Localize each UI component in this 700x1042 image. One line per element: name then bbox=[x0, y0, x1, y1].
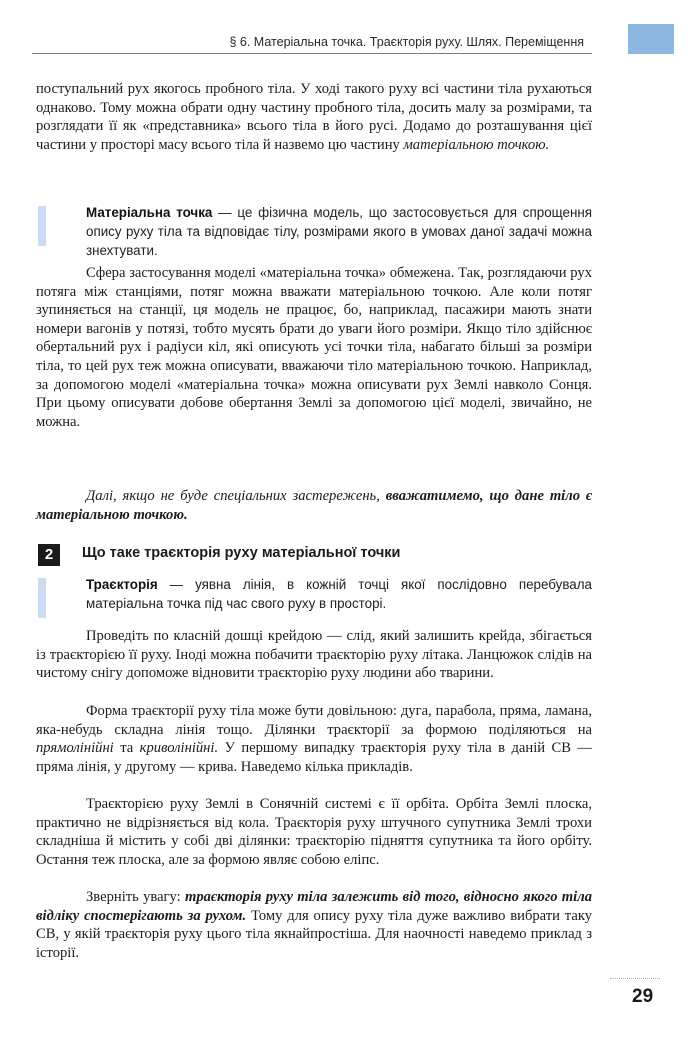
paragraph-3-italic: Далі, якщо не буде спеціальних застережень, bbox=[86, 488, 386, 504]
paragraph-4 bbox=[36, 627, 592, 683]
chapter-tab bbox=[628, 24, 674, 54]
paragraph-5-emphasis-1: прямолінійні bbox=[36, 740, 114, 757]
section-heading bbox=[38, 544, 598, 566]
paragraph-1-emphasis: матеріальною точкою. bbox=[403, 136, 550, 153]
section-title: Що таке траєкторія руху матеріальної точки bbox=[82, 545, 401, 561]
paragraph-3-emphasis: вважатимемо, що дане тіло є матеріальною точкою. bbox=[36, 488, 592, 523]
paragraph-4-text: Проведіть по класній дошці крейдою — слід, який залишить крейда, збігається із траєкторією її руху. Іноді можна побачити траєкторію руху літака. Ланцюжок слідів на чистому снігу допоможе відновити траєкторію руху людини або тварини. bbox=[36, 628, 592, 682]
paragraph-5-text-b: та bbox=[113, 740, 140, 757]
paragraph-3 bbox=[36, 487, 592, 524]
paragraph-5-text-c: У першому випадку траєкторія руху тіла в даній СВ — пряма лінія, у другому — крива. Наведемо кілька прикладів. bbox=[36, 740, 592, 775]
page-number: 29 bbox=[632, 986, 654, 1007]
definition-term-2: Траєкторія bbox=[86, 577, 158, 592]
paragraph-2 bbox=[36, 264, 592, 431]
paragraph-1 bbox=[36, 80, 592, 154]
definition-text: — це фізична модель, що застосовується для спрощення опису руху тіла та відповідає тілу, розмірами якого в умовах даної задачі можна знехтувати. bbox=[86, 205, 592, 258]
section-number: 2 bbox=[38, 544, 60, 566]
paragraph-2-text: Сфера застосування моделі «матеріальна точка» обмежена. Так, розглядаючи рух потяга між станціями, потяг можна вважати матеріальною точкою. Але коли потяг зупиняється на станції, ця модель не працює, бо, наприклад, пасажири мають знати номери вагонів у потязі, тобто мусять брати до уваги його розміри. Якщо тіло здійснює обертальний рух і радіуси кіл, які описують усі точки тіла, набагато більші за розміри тіла, то цей рух теж можна описувати, вважаючи тіло матеріальною точкою. Наприклад, за допомогою моделі «матеріальна точка» можна описувати рух Землі навколо Сонця. При цьому описувати добове обертання Землі за допомогою цієї моделі, звичайно, не можна. bbox=[36, 265, 592, 430]
paragraph-6-text: Траєкторією руху Землі в Сонячній системі є її орбіта. Орбіта Землі плоска, практично не відрізняється від кола. Траєкторія руху штучного супутника Землі трохи складніша й містить у собі дві ділянки: траєкторію підняття супутника та його орбіту. Остання теж плоска, але за формою являє собою еліпс. bbox=[36, 796, 592, 868]
paragraph-7-text-a: Зверніть увагу: bbox=[86, 889, 185, 905]
paragraph-1-text: поступальний рух якогось пробного тіла. У ході такого руху всі частини тіла рухаються однаково. Тому можна обрати одну частину пробного тіла, досить малу за розмірами, та розглядати її як «представника» всього тіла в його русі. Додамо до розташування цієї частини у просторі масу всього тіла й назвемо цю частину bbox=[36, 81, 592, 153]
paragraph-7-emphasis: траєкторія руху тіла залежить від того, відносно якого тіла відліку спостерігають за рухом. bbox=[36, 889, 592, 924]
paragraph-5 bbox=[36, 702, 592, 776]
running-header bbox=[32, 27, 592, 54]
definition-term: Матеріальна точка bbox=[86, 205, 213, 220]
paragraph-6 bbox=[36, 795, 592, 869]
paragraph-5-emphasis-2: криволінійні. bbox=[139, 740, 219, 757]
definition-trajectory bbox=[86, 575, 592, 613]
definition-text-2: — уявна лінія, в кожній точці якої послідовно перебувала матеріальна точка під час свого руху в просторі. bbox=[86, 577, 592, 611]
paragraph-5-text-a: Форма траєкторії руху тіла може бути довільною: дуга, парабола, пряма, ламана, яка-небудь складна лінія тощо. Ділянки траєкторії за формою поділяються на bbox=[36, 703, 592, 738]
paragraph-7 bbox=[36, 888, 592, 962]
running-header-title: § 6. Матеріальна точка. Траєкторія руху. Шлях. Переміщення bbox=[229, 35, 584, 49]
definition-material-point bbox=[86, 203, 592, 260]
definition-marker-2 bbox=[38, 578, 46, 618]
page-number-rule bbox=[610, 978, 660, 980]
paragraph-7-text-b: Тому для опису руху тіла дуже важливо вибрати таку СВ, у якій траєкторія руху цього тіла якнайпростіша. Для наочності наведемо приклад з історії. bbox=[36, 907, 593, 961]
definition-marker bbox=[38, 206, 46, 246]
